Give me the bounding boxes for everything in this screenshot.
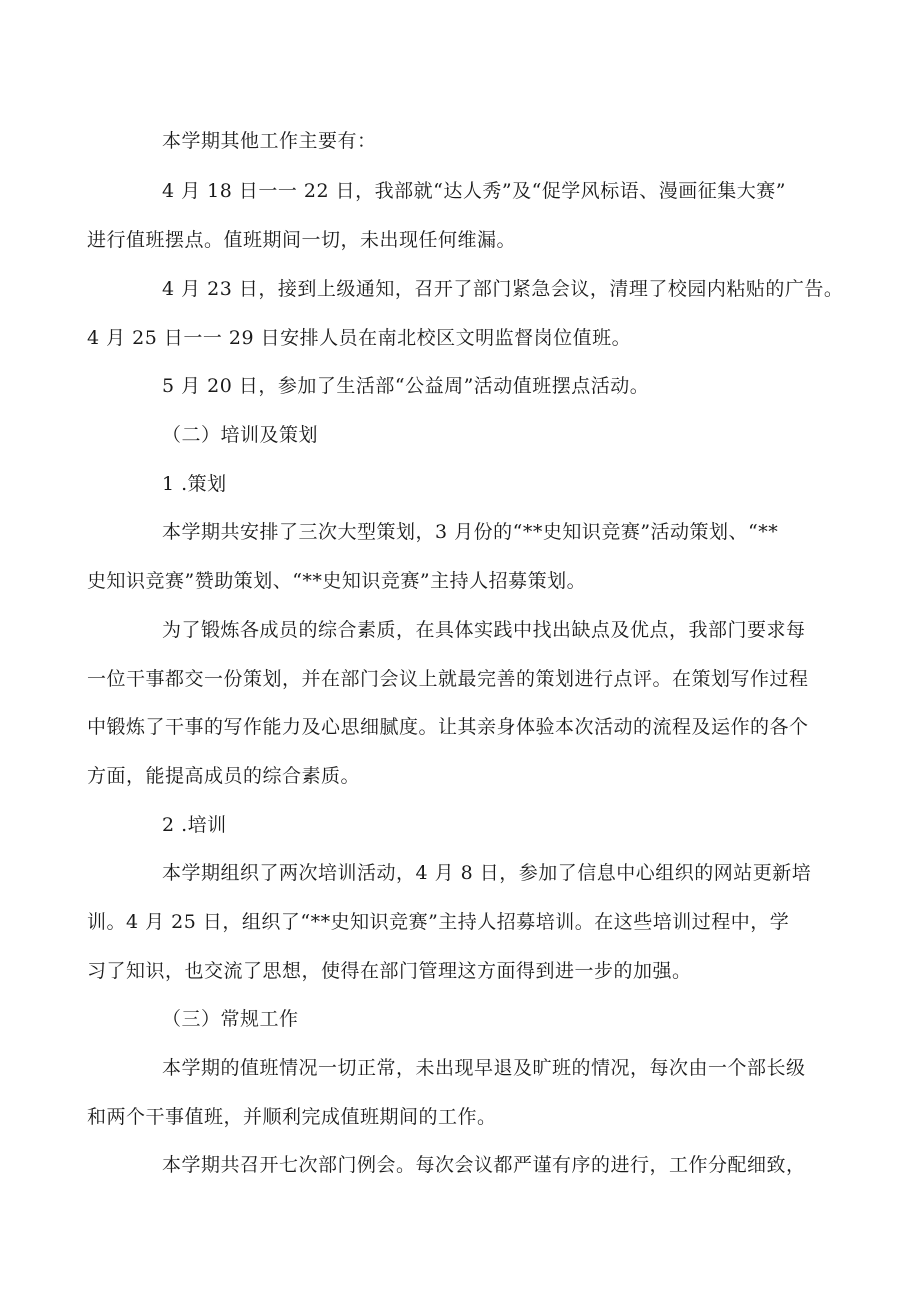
paragraph-line: 本学期共安排了三次大型策划，3 月份的“**史知识竞赛”活动策划、“** [162,521,779,543]
subsection-heading-training: 2 .培训 [162,814,227,836]
paragraph-line: 中锻炼了干事的写作能力及心思细腻度。让其亲身体验本次活动的流程及运作的各个 [87,716,809,738]
paragraph-line: 和两个干事值班，并顺利完成值班期间的工作。 [87,1106,497,1128]
subsection-heading-planning: 1 .策划 [162,473,227,495]
paragraph-line: 为了锻炼各成员的综合素质，在具体实践中找出缺点及优点，我部门要求每 [162,619,806,641]
paragraph-line: 方面，能提高成员的综合素质。 [87,765,361,787]
paragraph-line: 训。4 月 25 日，组织了“**史知识竞赛”主持人招募培训。在这些培训过程中，学 [87,911,790,933]
paragraph-line: 一位干事都交一份策划，并在部门会议上就最完善的策划进行点评。在策划写作过程 [87,668,809,690]
section-heading-routine: （三）常规工作 [162,1008,299,1030]
section-heading-training: （二）培训及策划 [162,424,319,446]
paragraph-line: 本学期共召开七次部门例会。每次会议都严谨有序的进行，工作分配细致， [162,1154,806,1176]
paragraph-line: 进行值班摆点。值班期间一切，未出现任何维漏。 [87,229,517,251]
paragraph-line: 习了知识，也交流了思想，使得在部门管理这方面得到进一步的加强。 [87,960,692,982]
paragraph-line: 5 月 20 日，参加了生活部“公益周”活动值班摆点活动。 [162,375,650,397]
paragraph-line: 4 月 23 日，接到上级通知，召开了部门紧急会议，清理了校园内粘贴的广告。 [162,278,844,300]
paragraph-line: 本学期组织了两次培训活动，4 月 8 日，参加了信息中心组织的网站更新培 [162,862,812,884]
paragraph-line: 4 月 18 日一一 22 日，我部就“达人秀”及“促学风标语、漫画征集大赛” [162,180,786,202]
paragraph-line: 本学期的值班情况一切正常，未出现早退及旷班的情况，每次由一个部长级 [162,1057,806,1079]
paragraph-line: 史知识竞赛”赞助策划、“**史知识竞赛”主持人招募策划。 [87,570,587,592]
paragraph-line: 4 月 25 日一一 29 日安排人员在南北校区文明监督岗位值班。 [87,327,632,349]
paragraph-intro: 本学期其他工作主要有： [162,130,377,152]
